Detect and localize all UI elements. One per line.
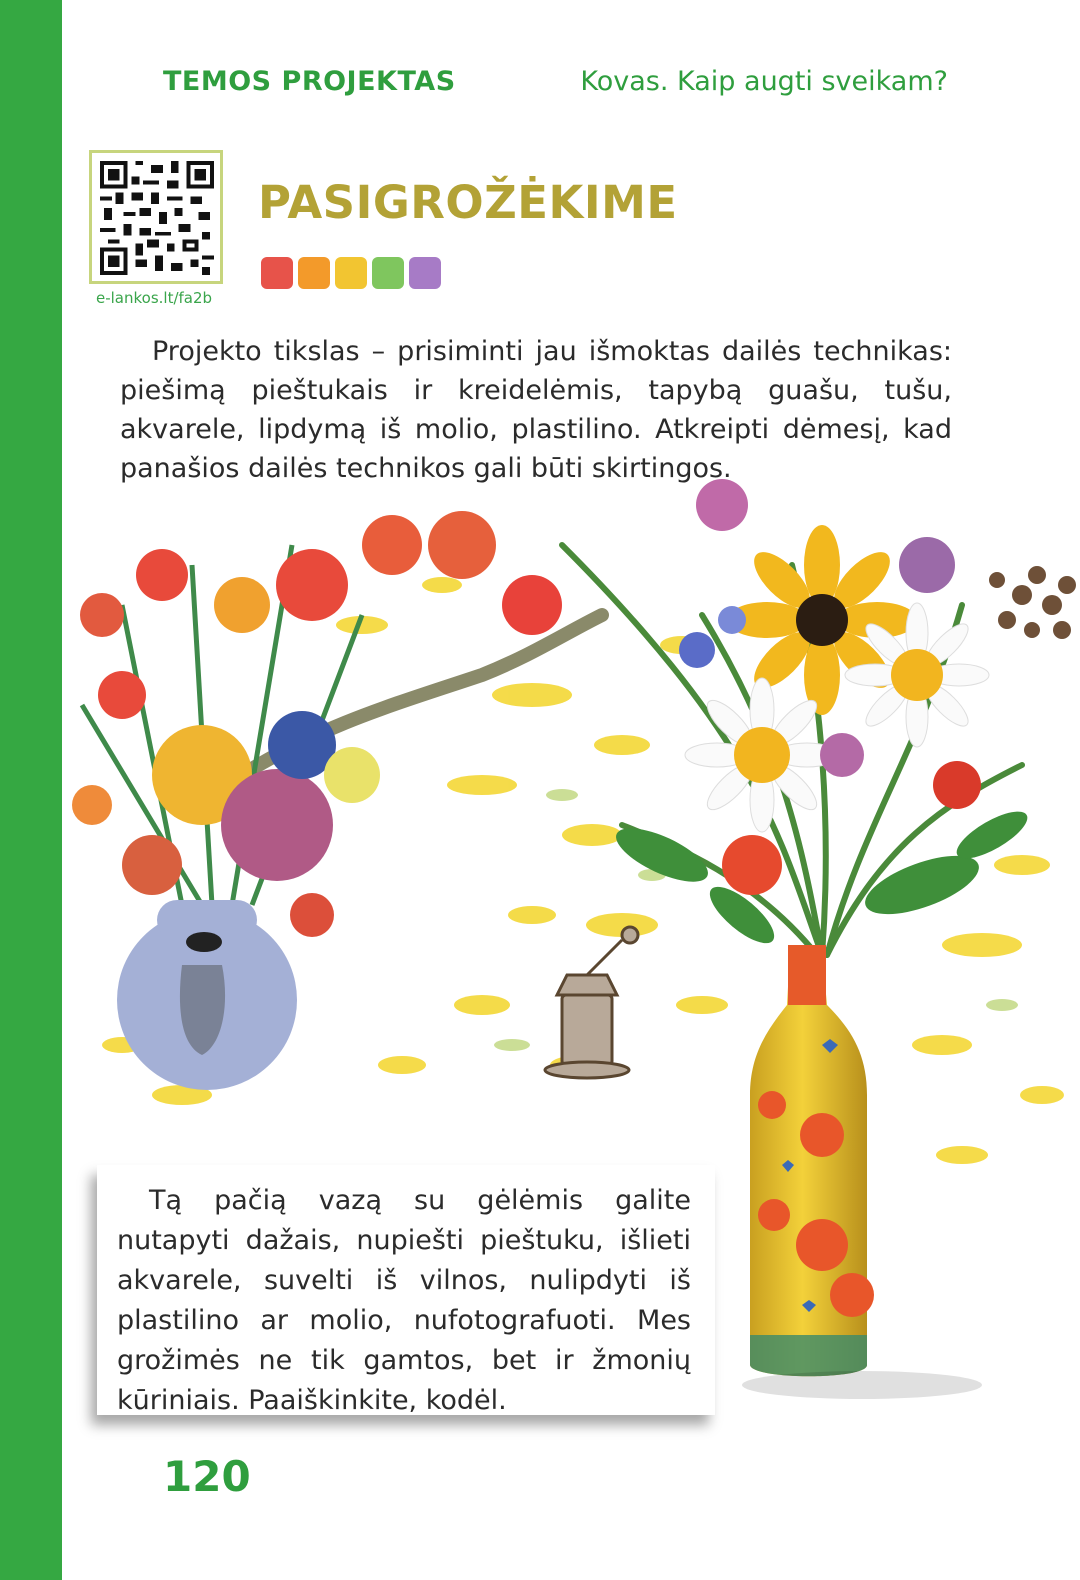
color-dot-red	[261, 257, 293, 289]
color-dot-orange	[298, 257, 330, 289]
chapter-label: Kovas. Kaip augti sveikam?	[580, 66, 948, 97]
qr-link-text[interactable]: e-lankos.lt/fa2b	[96, 289, 213, 307]
intro-paragraph: Projekto tikslas – prisiminti jau išmoktas dailės technikas: piešimą pieštukais ir kreidelėmis, tapybą guašu, tušu, akvarele, lipdymą iš molio, plastilino. Atkreipti dėmesį, kad panašios dailės technikos gali būti skirtingos.	[120, 336, 952, 484]
section-label: TEMOS PROJEKTAS	[163, 66, 456, 97]
color-dot-yellow	[335, 257, 367, 289]
color-dot-green	[372, 257, 404, 289]
page-edge-bar	[0, 0, 62, 1580]
page-title: PASIGROŽĖKIME	[258, 176, 678, 229]
qr-code-icon[interactable]	[89, 150, 223, 284]
difficulty-color-dots	[261, 257, 441, 289]
color-dot-purple	[409, 257, 441, 289]
text-card	[97, 1165, 715, 1415]
page-number: 120	[163, 1452, 251, 1501]
card-paragraph: Tą pačią vazą su gėlėmis galite nutapyti dažais, nupiešti pieštuku, išlieti akvarele, suvelti iš vilnos, nulipdyti iš plastilino ar molio, nufotografuoti. Mes grožimės ne tik gamtos, bet ir žmonių kūriniais. Paaiškinkite, kodėl.	[117, 1185, 691, 1416]
